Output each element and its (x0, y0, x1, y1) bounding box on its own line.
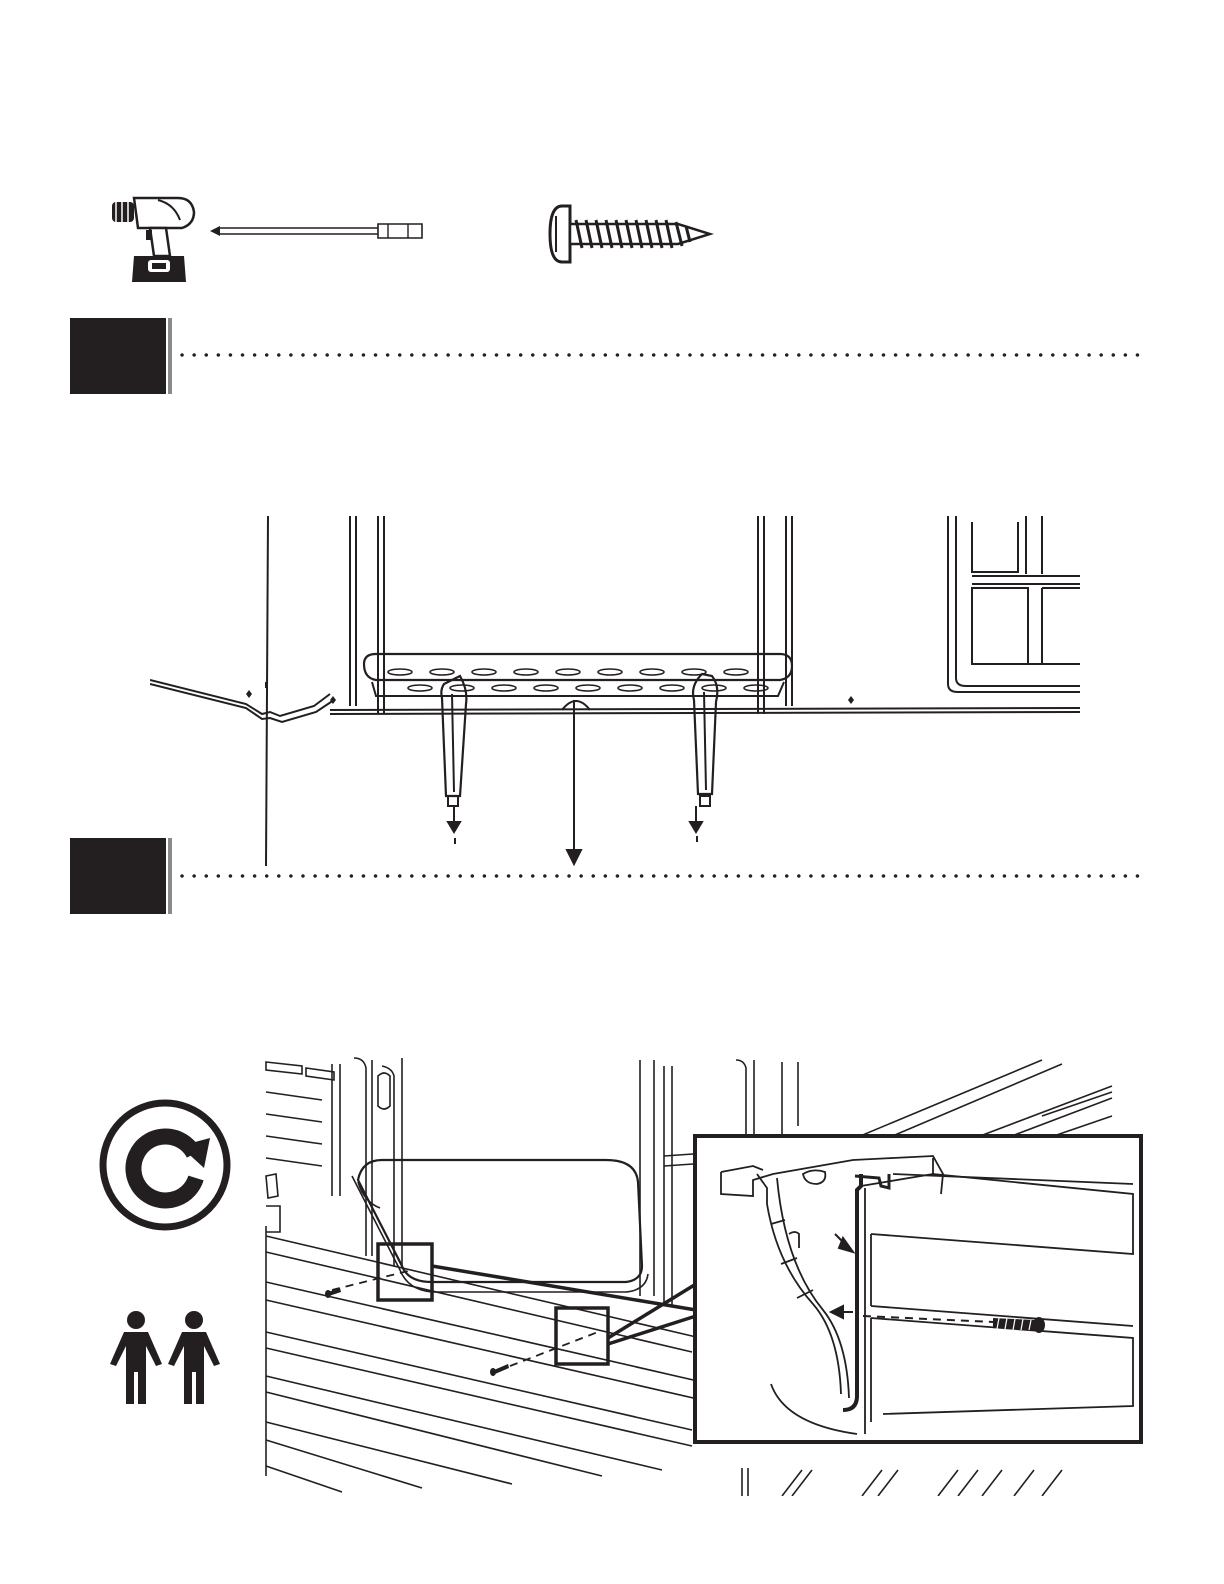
step-divider (176, 353, 1144, 357)
rotate-view-icon (98, 1098, 232, 1232)
step-divider (176, 874, 1144, 878)
shelf-under-door-opening (150, 514, 1080, 874)
pan-head-screw-icon (548, 204, 714, 264)
detail-zoom-inset (693, 1134, 1143, 1444)
cordless-drill-icon (108, 190, 204, 288)
two-person-assembly-icon (106, 1310, 224, 1406)
phillips-bit-icon (208, 220, 424, 242)
step-number-block (70, 318, 166, 394)
